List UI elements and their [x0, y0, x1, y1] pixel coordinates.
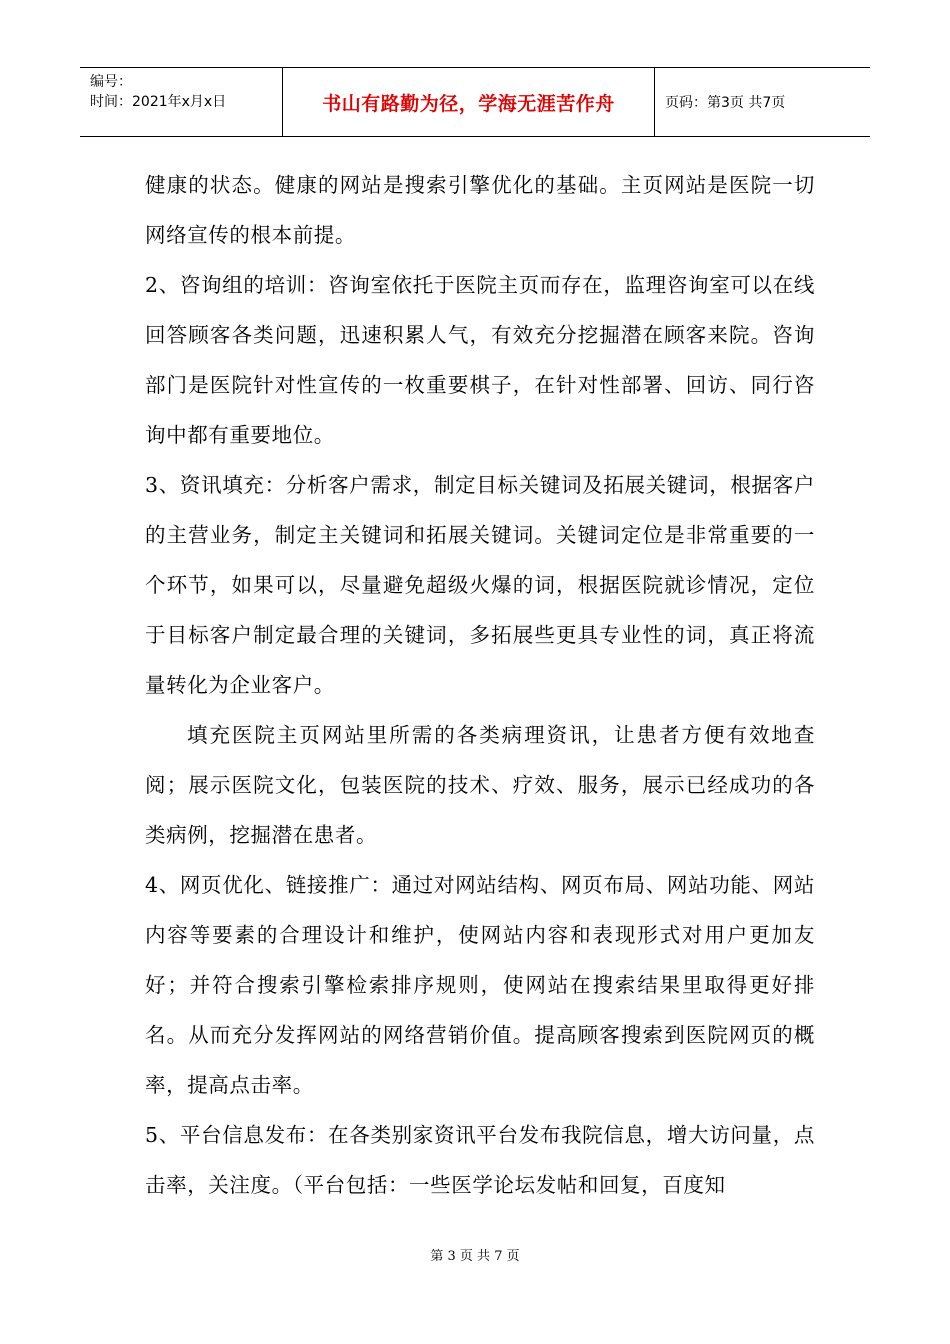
paragraph: 3、资讯填充：分析客户需求，制定目标关键词及拓展关键词，根据客户的主营业务，制定主关键词和拓展关键词。关键词定位是非常重要的一个环节，如果可以，尽量避免超级火爆的词，根据医院就诊情况，定位于目标客户制定最合理的关键词，多拓展些更具专业性的词，真正将流量转化为企业客户。 [145, 473, 815, 697]
number-label: 编号： [90, 74, 132, 90]
paragraph: 填充医院主页网站里所需的各类病理资讯，让患者方便有效地查阅；展示医院文化，包装医院的技术、疗效、服务，展示已经成功的各类病例，挖掘潜在患者。 [145, 723, 815, 847]
header-page-code: 页码：第3页 共7页 [665, 95, 786, 111]
time-label: 时间：2021年x月x日 [90, 94, 227, 110]
paragraph: 4、网页优化、链接推广：通过对网站结构、网页布局、网站功能、网站内容等要素的合理设计和维护，使网站内容和表现形式对用户更加友好；并符合搜索引擎检索排序规则，使网站在搜索结果里取得更好排名。从而充分发挥网站的网络营销价值。提高顾客搜索到医院网页的概率，提高点击率。 [145, 873, 815, 1097]
header-meta [80, 68, 283, 136]
paragraph: 健康的状态。健康的网站是搜索引擎优化的基础。主页网站是医院一切网络宣传的根本前提。 [145, 173, 815, 247]
paragraph: 2、咨询组的培训：咨询室依托于医院主页而存在，监理咨询室可以在线回答顾客各类问题，迅速积累人气，有效充分挖掘潜在顾客来院。咨询部门是医院针对性宣传的一枚重要棋子，在针对性部署、回访、同行咨询中都有重要地位。 [145, 273, 815, 447]
page-footer: 第 3 页 共 7 页 [430, 1249, 520, 1264]
paragraph: 5、平台信息发布：在各类别家资讯平台发布我院信息，增大访问量，点击率，关注度。（平台包括：一些医学论坛发帖和回复，百度知 [145, 1123, 815, 1197]
document-header [80, 67, 870, 137]
header-motto: 书山有路勤为径，学海无涯苦作舟 [283, 68, 655, 136]
document-body [145, 160, 815, 1210]
